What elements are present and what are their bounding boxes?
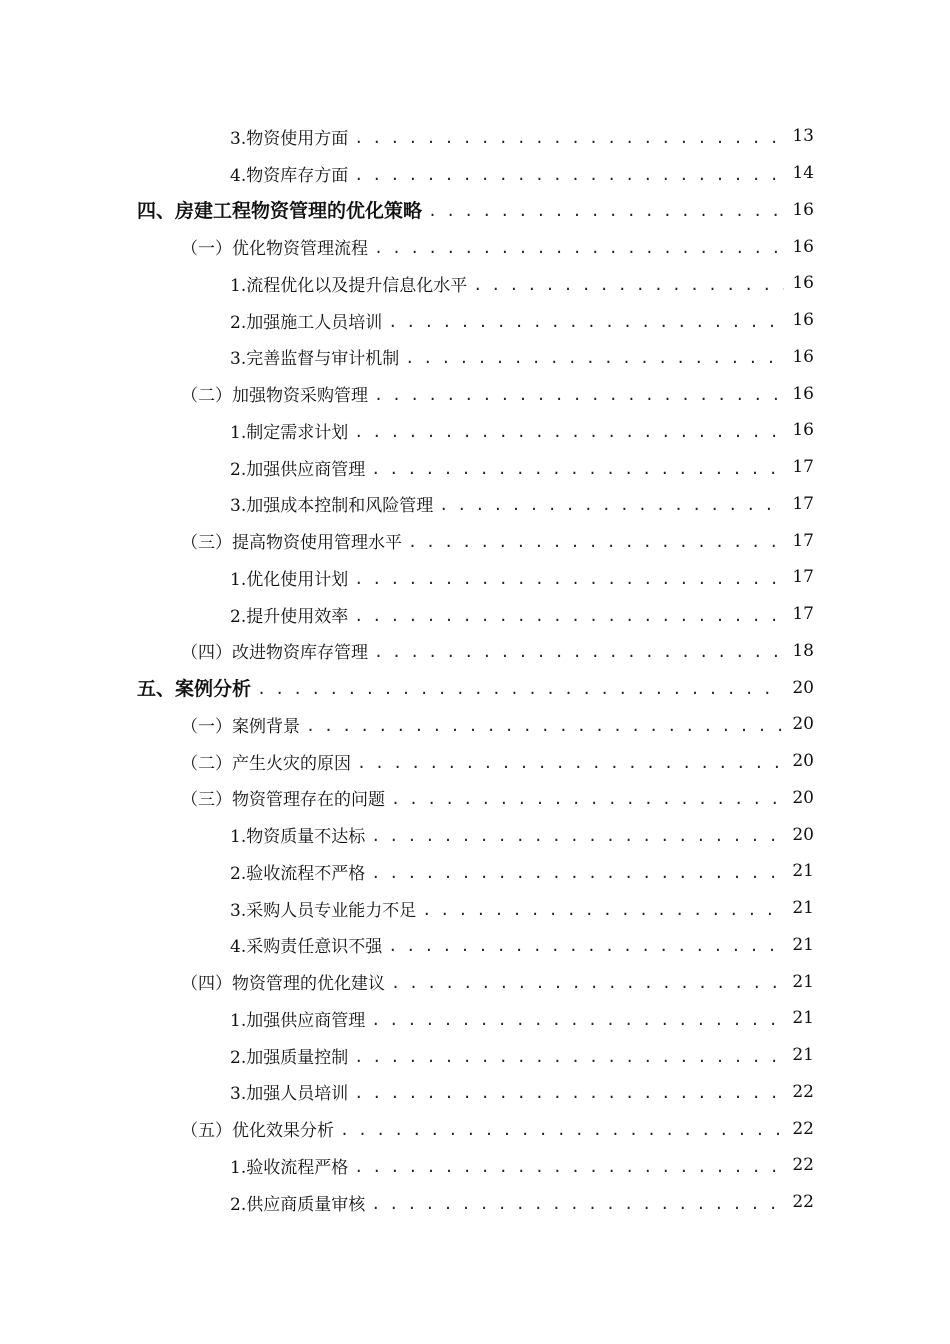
toc-entry-title: 四、房建工程物资管理的优化策略 bbox=[137, 200, 423, 223]
toc-entry-title: 2.加强施工人员培训 bbox=[230, 312, 383, 333]
toc-dot-leader bbox=[371, 1197, 784, 1212]
toc-page-number: 21 bbox=[792, 971, 814, 992]
toc-page-number: 20 bbox=[792, 787, 814, 808]
toc-entry[interactable] bbox=[0, 963, 950, 1000]
toc-page-number: 22 bbox=[792, 1155, 814, 1176]
toc-entry-title: 4.采购责任意识不强 bbox=[230, 937, 383, 958]
toc-page-number: 16 bbox=[792, 310, 814, 331]
toc-dot-leader bbox=[354, 572, 784, 587]
toc-entry[interactable] bbox=[0, 669, 950, 706]
toc-page-number: 17 bbox=[792, 567, 814, 588]
toc-entry-title: 2.加强质量控制 bbox=[230, 1047, 349, 1068]
toc-page-number: 16 bbox=[792, 383, 814, 404]
toc-dot-leader bbox=[371, 829, 784, 844]
toc-page-number: 22 bbox=[792, 1081, 814, 1102]
toc-entry[interactable] bbox=[0, 743, 950, 780]
toc-entry[interactable] bbox=[0, 853, 950, 890]
toc-dot-leader bbox=[391, 792, 784, 807]
toc-entry-title: 1.流程优化以及提升信息化水平 bbox=[230, 275, 468, 296]
toc-dot-leader bbox=[357, 756, 784, 771]
toc-page-number: 21 bbox=[792, 861, 814, 882]
toc-entry-title: 2.提升使用效率 bbox=[230, 606, 349, 627]
toc-dot-leader bbox=[374, 645, 784, 660]
toc-entry-title: （四）改进物资库存管理 bbox=[181, 643, 368, 664]
toc-dot-leader bbox=[388, 315, 784, 330]
toc-dot-leader bbox=[354, 1160, 784, 1175]
toc-dot-leader bbox=[371, 866, 784, 881]
toc-entry[interactable] bbox=[0, 816, 950, 853]
toc-dot-leader bbox=[391, 976, 784, 991]
table-of-contents bbox=[0, 118, 950, 1221]
toc-entry[interactable] bbox=[0, 927, 950, 964]
toc-page-number: 22 bbox=[792, 1192, 814, 1213]
toc-page-number: 16 bbox=[792, 346, 814, 367]
toc-page-number: 14 bbox=[792, 163, 814, 184]
toc-entry[interactable] bbox=[0, 596, 950, 633]
toc-entry-title: 3.加强人员培训 bbox=[230, 1084, 349, 1105]
toc-entry-title: 2.加强供应商管理 bbox=[230, 459, 366, 480]
toc-entry-title: 3.完善监督与审计机制 bbox=[230, 349, 400, 370]
toc-entry[interactable] bbox=[0, 1074, 950, 1111]
toc-dot-leader bbox=[354, 609, 784, 624]
toc-entry[interactable] bbox=[0, 486, 950, 523]
toc-dot-leader bbox=[371, 462, 784, 477]
toc-dot-leader bbox=[428, 204, 784, 219]
toc-page-number: 17 bbox=[792, 457, 814, 478]
toc-page-number: 16 bbox=[792, 236, 814, 257]
toc-dot-leader bbox=[306, 719, 784, 734]
toc-dot-leader bbox=[340, 1123, 784, 1138]
toc-entry-title: 五、案例分析 bbox=[137, 678, 252, 701]
toc-entry-title: （二）产生火灾的原因 bbox=[181, 753, 351, 774]
toc-page-number: 13 bbox=[792, 126, 814, 147]
toc-page-number: 16 bbox=[792, 199, 814, 220]
toc-entry[interactable] bbox=[0, 375, 950, 412]
toc-page-number: 20 bbox=[792, 677, 814, 698]
toc-dot-leader bbox=[374, 241, 784, 256]
toc-page-number: 22 bbox=[792, 1118, 814, 1139]
toc-page-number: 17 bbox=[792, 604, 814, 625]
toc-entry[interactable] bbox=[0, 155, 950, 192]
toc-page-number: 16 bbox=[792, 273, 814, 294]
toc-dot-leader bbox=[354, 131, 784, 146]
toc-page-number: 17 bbox=[792, 493, 814, 514]
toc-entry[interactable] bbox=[0, 265, 950, 302]
toc-entry-title: 1.物资质量不达标 bbox=[230, 827, 366, 848]
toc-entry-title: （二）加强物资采购管理 bbox=[181, 386, 368, 407]
toc-dot-leader bbox=[439, 498, 784, 513]
toc-entry-title: 3.物资使用方面 bbox=[230, 128, 349, 149]
toc-entry[interactable] bbox=[0, 192, 950, 229]
toc-entry[interactable] bbox=[0, 449, 950, 486]
toc-entry-title: （四）物资管理的优化建议 bbox=[181, 974, 385, 995]
toc-page-number: 21 bbox=[792, 898, 814, 919]
toc-entry[interactable] bbox=[0, 228, 950, 265]
toc-entry[interactable] bbox=[0, 890, 950, 927]
toc-entry[interactable] bbox=[0, 559, 950, 596]
toc-page-number: 20 bbox=[792, 714, 814, 735]
toc-dot-leader bbox=[473, 278, 784, 293]
toc-entry[interactable] bbox=[0, 118, 950, 155]
toc-entry[interactable] bbox=[0, 1000, 950, 1037]
toc-entry-title: 1.加强供应商管理 bbox=[230, 1010, 366, 1031]
toc-entry-title: （一）案例背景 bbox=[181, 716, 300, 737]
toc-page-number: 17 bbox=[792, 530, 814, 551]
toc-entry[interactable] bbox=[0, 1110, 950, 1147]
toc-entry-title: （一）优化物资管理流程 bbox=[181, 239, 368, 260]
toc-entry-title: 2.验收流程不严格 bbox=[230, 863, 366, 884]
toc-dot-leader bbox=[388, 939, 784, 954]
toc-dot-leader bbox=[405, 351, 784, 366]
toc-entry[interactable] bbox=[0, 706, 950, 743]
toc-page-number: 20 bbox=[792, 751, 814, 772]
toc-entry-title: 3.采购人员专业能力不足 bbox=[230, 900, 417, 921]
toc-dot-leader bbox=[422, 903, 784, 918]
toc-page-number: 21 bbox=[792, 1008, 814, 1029]
toc-entry[interactable] bbox=[0, 522, 950, 559]
toc-entry-title: 2.供应商质量审核 bbox=[230, 1194, 366, 1215]
toc-dot-leader bbox=[408, 535, 784, 550]
toc-entry[interactable] bbox=[0, 1147, 950, 1184]
toc-page-number: 16 bbox=[792, 420, 814, 441]
toc-entry-title: 1.优化使用计划 bbox=[230, 569, 349, 590]
toc-entry-title: （五）优化效果分析 bbox=[181, 1121, 334, 1142]
toc-entry[interactable] bbox=[0, 633, 950, 670]
toc-entry-title: 4.物资库存方面 bbox=[230, 165, 349, 186]
toc-entry[interactable] bbox=[0, 302, 950, 339]
toc-dot-leader bbox=[374, 388, 784, 403]
toc-entry-title: 3.加强成本控制和风险管理 bbox=[230, 496, 434, 517]
toc-dot-leader bbox=[354, 425, 784, 440]
toc-entry-title: 1.制定需求计划 bbox=[230, 422, 349, 443]
toc-entry[interactable] bbox=[0, 412, 950, 449]
toc-dot-leader bbox=[257, 682, 784, 697]
toc-entry[interactable] bbox=[0, 1037, 950, 1074]
toc-dot-leader bbox=[371, 1013, 784, 1028]
toc-dot-leader bbox=[354, 1086, 784, 1101]
toc-entry-title: 1.验收流程严格 bbox=[230, 1157, 349, 1178]
toc-entry-title: （三）提高物资使用管理水平 bbox=[181, 533, 402, 554]
toc-entry[interactable] bbox=[0, 1184, 950, 1221]
toc-entry[interactable] bbox=[0, 339, 950, 376]
toc-page-number: 20 bbox=[792, 824, 814, 845]
toc-page-number: 21 bbox=[792, 934, 814, 955]
toc-dot-leader bbox=[354, 1050, 784, 1065]
toc-page-number: 18 bbox=[792, 640, 814, 661]
toc-entry[interactable] bbox=[0, 780, 950, 817]
toc-page-number: 21 bbox=[792, 1045, 814, 1066]
toc-dot-leader bbox=[354, 168, 784, 183]
toc-entry-title: （三）物资管理存在的问题 bbox=[181, 790, 385, 811]
